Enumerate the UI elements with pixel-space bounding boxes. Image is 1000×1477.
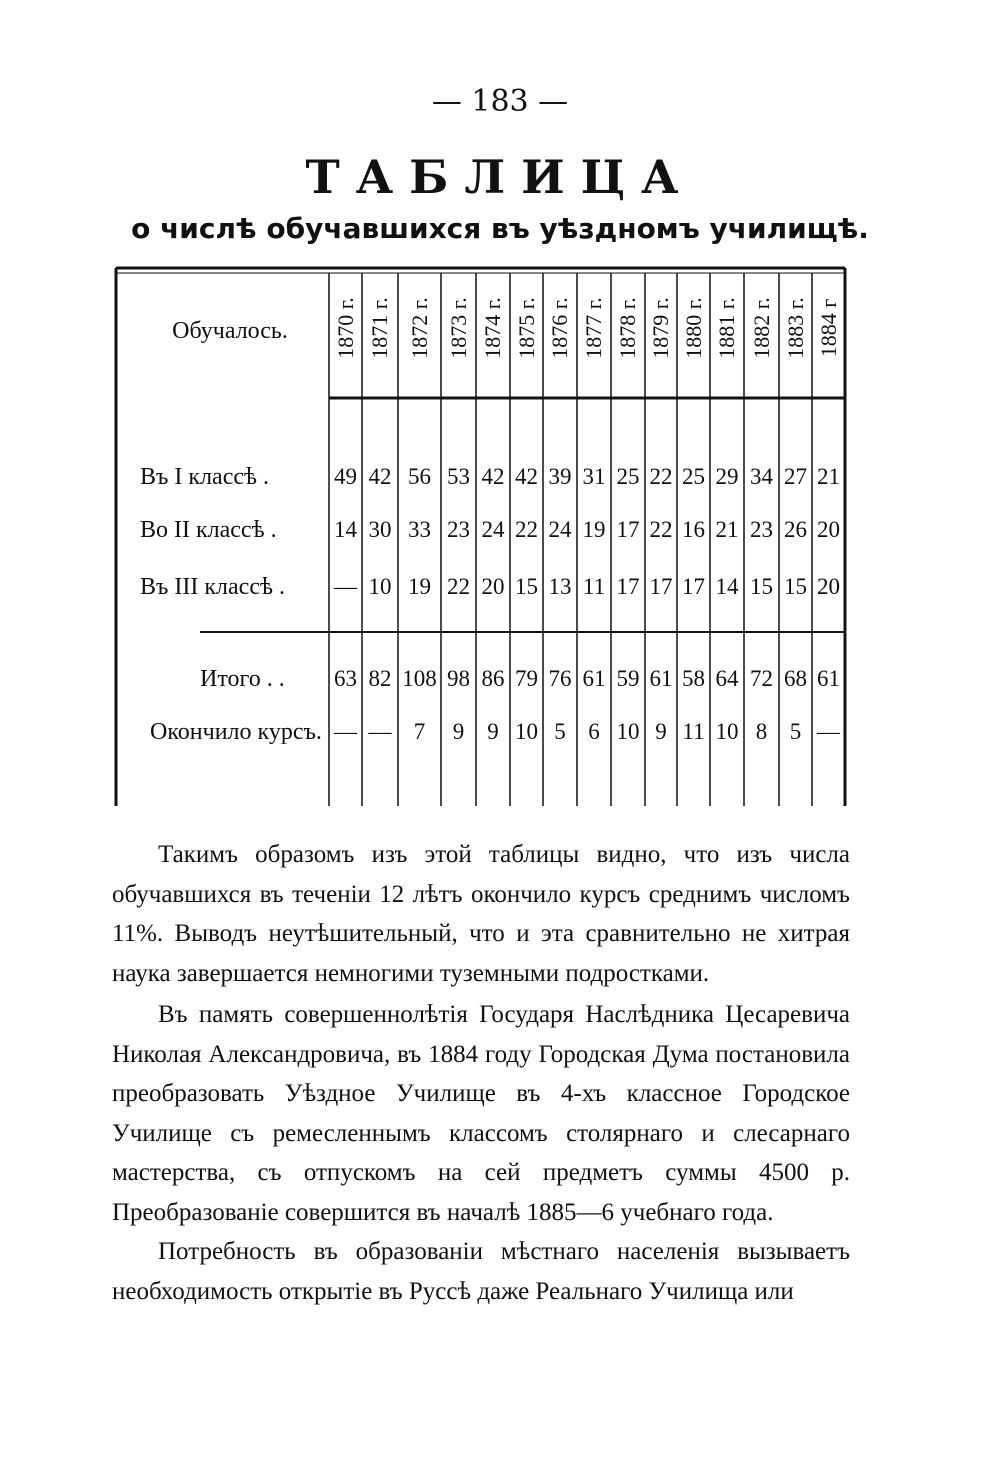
header-label: Обучалось. xyxy=(172,318,288,344)
paragraph-2: Въ память совершеннолѣтiя Государя Наслѣдника Цесаревича Николая Александровича, въ 1884 году Городская Дума постановила преобразовать Уѣздное Училище въ 4-хъ классное Городское Училище съ ремесленнымъ классомъ столярнаго и слесарнаго мастерства, съ отпускомъ на сей предметъ суммы 4500 р. Преобразованiе совершится въ началѣ 1885—6 учебнаго года. xyxy=(112,1001,850,1226)
table-cell: 42 xyxy=(481,464,505,489)
finished-cell: — xyxy=(817,719,840,744)
table-cell: 23 xyxy=(447,517,470,542)
row-label: Въ III классѣ . xyxy=(140,574,286,600)
table-title: ТАБЛИЦА xyxy=(305,150,695,204)
table-cell: 16 xyxy=(682,517,705,542)
table-cell: 39 xyxy=(548,464,572,489)
year-header: 1883 г. xyxy=(782,297,808,359)
finished-cell: 5 xyxy=(554,719,566,744)
table-cell: 26 xyxy=(784,517,807,542)
year-header: 1882 г. xyxy=(748,297,774,359)
table-cell: 11 xyxy=(582,574,606,599)
year-header: 1876 г. xyxy=(547,297,572,359)
finished-cell: 10 xyxy=(515,719,538,744)
finished-cell: 11 xyxy=(682,719,705,744)
table-cell: 24 xyxy=(481,517,505,542)
table-cell: 20 xyxy=(817,574,840,599)
year-header: 1875 г. xyxy=(513,297,539,359)
table-cell: 17 xyxy=(682,574,705,599)
table-cell: 13 xyxy=(548,574,572,599)
table-cell: 21 xyxy=(715,517,739,542)
table-cell: 30 xyxy=(368,517,392,542)
finished-cell: — xyxy=(368,719,392,744)
finished-cell: 9 xyxy=(487,719,499,744)
table-cell: 42 xyxy=(368,464,392,489)
total-cell: 59 xyxy=(616,666,640,691)
total-cell: 76 xyxy=(548,666,572,691)
year-header: 1871 г. xyxy=(367,297,392,359)
finished-cell: 9 xyxy=(452,719,465,744)
finished-cell: 10 xyxy=(715,719,739,744)
total-cell: 72 xyxy=(750,666,773,691)
paragraph-3: Потребность въ образованiи мѣстнаго населенiя вызываетъ необходимость открытiе въ Руссѣ даже Реальнаго Училища или xyxy=(112,1238,850,1305)
finished-cell: 10 xyxy=(616,719,640,744)
total-cell: 82 xyxy=(368,666,392,691)
table-cell: 17 xyxy=(616,517,640,542)
table-cell: 22 xyxy=(649,517,673,542)
table-cell: 21 xyxy=(817,464,840,489)
table-cell: 10 xyxy=(368,574,392,599)
total-cell: 86 xyxy=(481,666,505,691)
paragraph-1: Такимъ образомъ изъ этой таблицы видно, что изъ числа обучавшихся въ теченiи 12 лѣтъ окончило курсъ среднимъ числомъ 11%. Выводъ неутѣшительный, что и эта сравнительно не хитрая наука завершается немногими туземными подростками. xyxy=(112,841,850,987)
table-cell: 33 xyxy=(408,517,431,542)
page-number: — 183 — xyxy=(431,84,569,119)
row-label: Во II классѣ . xyxy=(140,517,277,543)
table-cell: 15 xyxy=(784,574,807,599)
total-cell: 68 xyxy=(784,666,807,691)
table-cell: 31 xyxy=(582,464,606,489)
total-cell: 61 xyxy=(582,666,606,691)
total-cell: 63 xyxy=(334,666,357,691)
table-cell: 25 xyxy=(682,464,705,489)
finished-cell: 8 xyxy=(755,719,768,744)
total-cell: 64 xyxy=(715,666,739,691)
total-cell: 98 xyxy=(447,666,470,691)
table-cell: 42 xyxy=(515,464,538,489)
row-label: Въ I классѣ . xyxy=(140,464,270,490)
total-cell: 79 xyxy=(515,666,538,691)
finished-cell: 6 xyxy=(588,719,600,744)
table-cell: 14 xyxy=(715,574,739,599)
table-cell: 17 xyxy=(649,574,673,599)
table-cell: 23 xyxy=(750,517,773,542)
year-header: 1873 г. xyxy=(445,297,471,359)
total-cell: 58 xyxy=(682,666,705,691)
table-subtitle: о числѣ обучавшихся въ уѣздномъ училищѣ. xyxy=(131,212,869,245)
table-cell: 29 xyxy=(715,464,739,489)
table-cell: 15 xyxy=(515,574,538,599)
table-cell: 19 xyxy=(408,574,431,599)
table-cell: 24 xyxy=(548,517,572,542)
table-cell: 14 xyxy=(334,517,357,542)
finished-label: Окончило курсъ. xyxy=(150,719,322,745)
year-header: 1870 г. xyxy=(332,297,358,359)
finished-cell: 5 xyxy=(789,719,802,744)
table-cell: 27 xyxy=(784,464,807,489)
table-cell: — xyxy=(334,574,357,599)
table-cell: 49 xyxy=(334,464,357,489)
year-header: 1878 г. xyxy=(615,297,640,359)
total-cell: 108 xyxy=(402,666,437,691)
table-cell: 22 xyxy=(515,517,538,542)
table-cell: 17 xyxy=(616,574,640,599)
table-cell: 19 xyxy=(582,517,606,542)
total-label: Итого . . xyxy=(200,666,285,692)
year-header: 1879 г. xyxy=(648,297,673,359)
year-header: 1880 г. xyxy=(680,297,706,359)
table-cell: 22 xyxy=(447,574,470,599)
table-cell: 53 xyxy=(447,464,470,489)
total-cell: 61 xyxy=(817,666,840,691)
finished-cell: 9 xyxy=(655,719,667,744)
total-cell: 61 xyxy=(649,666,673,691)
table-cell: 56 xyxy=(408,464,431,489)
table-cell: 22 xyxy=(649,464,673,489)
year-header: 1877 г. xyxy=(581,297,606,359)
year-header: 1884 г xyxy=(815,298,841,358)
finished-cell: 7 xyxy=(413,719,426,744)
table-cell: 25 xyxy=(616,464,640,489)
year-header: 1874 г. xyxy=(480,297,505,359)
table-cell: 15 xyxy=(750,574,773,599)
year-header: 1872 г. xyxy=(406,297,432,359)
table-cell: 34 xyxy=(750,464,773,489)
table-cell: 20 xyxy=(481,574,505,599)
year-header: 1881 г. xyxy=(714,297,739,359)
finished-cell: — xyxy=(334,719,357,744)
table-cell: 20 xyxy=(817,517,840,542)
